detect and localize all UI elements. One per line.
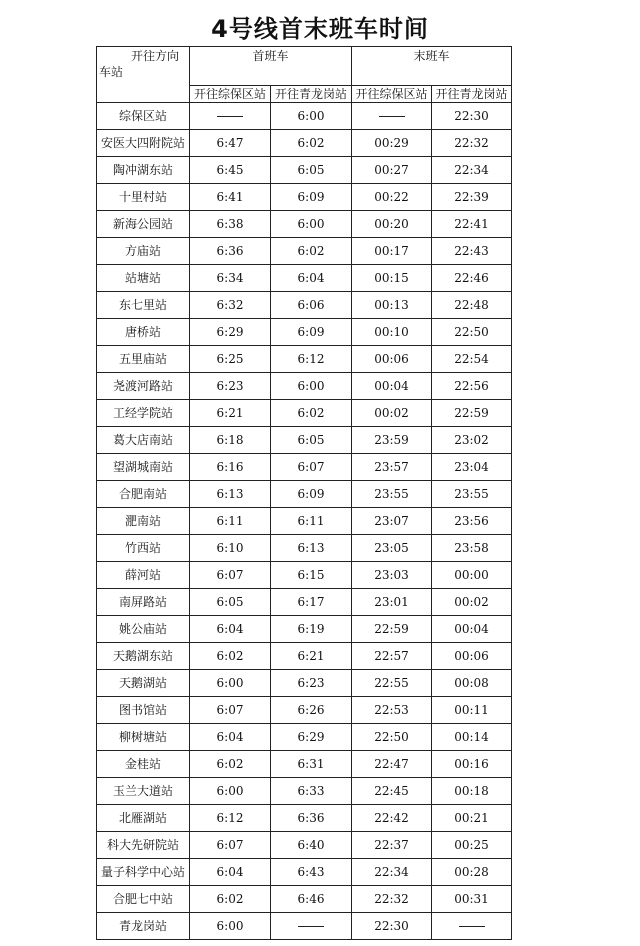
first-to-qinglong-cell: 6:40 <box>271 832 352 859</box>
last-to-qinglong-cell: 22:30 <box>432 103 512 130</box>
last-to-qinglong-cell: 22:39 <box>432 184 512 211</box>
first-train-header: 首班车 <box>190 47 352 86</box>
corner-header-cell <box>97 47 190 103</box>
last-to-qinglong-cell: 22:50 <box>432 319 512 346</box>
last-to-qinglong-cell: 23:55 <box>432 481 512 508</box>
first-to-qinglong-cell: 6:19 <box>271 616 352 643</box>
table-row <box>97 616 512 643</box>
last-to-zongbao-cell <box>352 103 432 130</box>
header-row <box>97 47 512 86</box>
first-to-zongbao-cell: 6:07 <box>190 697 271 724</box>
station-cell: 图书馆站 <box>97 697 190 724</box>
station-cell: 东七里站 <box>97 292 190 319</box>
last-to-qinglong-cell: 22:59 <box>432 400 512 427</box>
station-cell: 唐桥站 <box>97 319 190 346</box>
station-cell: 柳树塘站 <box>97 724 190 751</box>
first-to-qinglong-cell: 6:05 <box>271 427 352 454</box>
table-row <box>97 400 512 427</box>
last-to-qinglong-cell: 22:46 <box>432 265 512 292</box>
first-to-zongbao-cell: 6:21 <box>190 400 271 427</box>
last-to-zongbao-cell: 00:13 <box>352 292 432 319</box>
table-row <box>97 535 512 562</box>
corner-direction-label: 开往方向 <box>130 49 179 63</box>
table-row <box>97 805 512 832</box>
last-to-qinglong-cell: 00:16 <box>432 751 512 778</box>
first-to-zongbao-cell: 6:34 <box>190 265 271 292</box>
last-to-qinglong-cell: 00:21 <box>432 805 512 832</box>
first-to-qinglong-cell: 6:09 <box>271 184 352 211</box>
first-to-zongbao-cell: 6:36 <box>190 238 271 265</box>
last-to-zongbao-cell: 00:20 <box>352 211 432 238</box>
table-row <box>97 913 512 940</box>
first-to-zongbao-cell: 6:45 <box>190 157 271 184</box>
table-row <box>97 778 512 805</box>
table-row <box>97 697 512 724</box>
last-to-zongbao-cell: 23:07 <box>352 508 432 535</box>
first-to-qinglong-cell: 6:29 <box>271 724 352 751</box>
first-to-qinglong-cell: 6:21 <box>271 643 352 670</box>
table-row <box>97 292 512 319</box>
table-row <box>97 211 512 238</box>
station-cell: 站塘站 <box>97 265 190 292</box>
first-to-qinglong-cell: 6:46 <box>271 886 352 913</box>
first-to-qinglong-cell: 6:09 <box>271 481 352 508</box>
first-to-qinglong-cell <box>271 913 352 940</box>
first-to-qinglong-cell: 6:17 <box>271 589 352 616</box>
last-to-qinglong-cell: 23:04 <box>432 454 512 481</box>
last-to-qinglong-cell: 22:48 <box>432 292 512 319</box>
station-cell: 北雁湖站 <box>97 805 190 832</box>
station-cell: 天鹅湖东站 <box>97 643 190 670</box>
table-row <box>97 184 512 211</box>
first-to-qinglong-cell: 6:00 <box>271 103 352 130</box>
station-cell: 量子科学中心站 <box>97 859 190 886</box>
station-cell: 竹西站 <box>97 535 190 562</box>
table-row <box>97 481 512 508</box>
first-to-zongbao-cell: 6:02 <box>190 643 271 670</box>
first-to-zongbao-cell: 6:04 <box>190 616 271 643</box>
table-row <box>97 157 512 184</box>
station-cell: 淝南站 <box>97 508 190 535</box>
last-to-qinglong-cell: 22:34 <box>432 157 512 184</box>
first-to-qinglong-cell: 6:00 <box>271 373 352 400</box>
last-to-zongbao-cell: 22:32 <box>352 886 432 913</box>
first-to-qinglong-cell: 6:00 <box>271 211 352 238</box>
table-row <box>97 130 512 157</box>
last-to-qinglong-cell: 22:32 <box>432 130 512 157</box>
first-to-qinglong-cell: 6:15 <box>271 562 352 589</box>
first-to-qinglong-cell: 6:05 <box>271 157 352 184</box>
last-to-zongbao-cell: 22:37 <box>352 832 432 859</box>
station-cell: 玉兰大道站 <box>97 778 190 805</box>
first-to-zongbao-cell <box>190 103 271 130</box>
first-to-qinglong-cell: 6:13 <box>271 535 352 562</box>
first-to-zongbao-cell: 6:13 <box>190 481 271 508</box>
last-to-zongbao-cell: 22:57 <box>352 643 432 670</box>
station-cell: 安医大四附院站 <box>97 130 190 157</box>
last-to-zongbao-cell: 22:30 <box>352 913 432 940</box>
table-row <box>97 508 512 535</box>
last-to-qinglong-cell: 23:58 <box>432 535 512 562</box>
last-train-header: 末班车 <box>352 47 512 86</box>
station-cell: 青龙岗站 <box>97 913 190 940</box>
first-to-qinglong-cell: 6:04 <box>271 265 352 292</box>
last-to-qinglong-cell: 00:28 <box>432 859 512 886</box>
table-row <box>97 373 512 400</box>
first-to-qinglong-cell: 6:23 <box>271 670 352 697</box>
last-to-zongbao-cell: 22:47 <box>352 751 432 778</box>
last-to-qinglong-cell: 00:11 <box>432 697 512 724</box>
last-to-zongbao-cell: 23:57 <box>352 454 432 481</box>
last-to-qinglong-cell: 00:25 <box>432 832 512 859</box>
table-row <box>97 643 512 670</box>
last-to-qinglong-cell: 00:18 <box>432 778 512 805</box>
first-to-qinglong-cell: 6:06 <box>271 292 352 319</box>
last-to-qinglong-cell: 00:04 <box>432 616 512 643</box>
table-row <box>97 454 512 481</box>
last-to-zongbao-cell: 00:10 <box>352 319 432 346</box>
first-to-zongbao-cell: 6:16 <box>190 454 271 481</box>
first-to-qinglong-cell: 6:11 <box>271 508 352 535</box>
first-to-zongbao-cell: 6:18 <box>190 427 271 454</box>
table-row <box>97 427 512 454</box>
table-row <box>97 265 512 292</box>
table-row <box>97 832 512 859</box>
first-to-zongbao-cell: 6:32 <box>190 292 271 319</box>
first-to-qinglong-cell: 6:02 <box>271 238 352 265</box>
first-to-zongbao-cell: 6:00 <box>190 670 271 697</box>
last-to-qinglong-cell: 22:43 <box>432 238 512 265</box>
last-to-zongbao-cell: 23:05 <box>352 535 432 562</box>
first-to-zongbao-cell: 6:12 <box>190 805 271 832</box>
table-row <box>97 670 512 697</box>
first-to-qinglong-cell: 6:02 <box>271 130 352 157</box>
station-cell: 尧渡河路站 <box>97 373 190 400</box>
first-to-zongbao-cell: 6:04 <box>190 859 271 886</box>
first-to-qinglong-cell: 6:43 <box>271 859 352 886</box>
last-to-zongbao-cell: 22:34 <box>352 859 432 886</box>
page-title: 4号线首末班车时间 <box>211 15 429 43</box>
station-cell: 姚公庙站 <box>97 616 190 643</box>
last-to-zongbao-cell: 00:06 <box>352 346 432 373</box>
no-service-dash <box>217 116 243 117</box>
station-cell: 葛大店南站 <box>97 427 190 454</box>
table-row <box>97 238 512 265</box>
first-to-zongbao-cell: 6:29 <box>190 319 271 346</box>
first-to-qinglong-cell: 6:33 <box>271 778 352 805</box>
last-to-zongbao-cell: 22:50 <box>352 724 432 751</box>
station-cell: 综保区站 <box>97 103 190 130</box>
station-cell: 新海公园站 <box>97 211 190 238</box>
last-to-zongbao-cell: 22:45 <box>352 778 432 805</box>
table-row <box>97 103 512 130</box>
last-to-qinglong-cell: 22:56 <box>432 373 512 400</box>
first-to-zongbao-cell: 6:47 <box>190 130 271 157</box>
first-to-zongbao-cell: 6:25 <box>190 346 271 373</box>
timetable <box>96 46 512 940</box>
first-to-qinglong-cell: 6:07 <box>271 454 352 481</box>
last-to-qinglong-cell: 00:06 <box>432 643 512 670</box>
table-row <box>97 859 512 886</box>
station-cell: 五里庙站 <box>97 346 190 373</box>
station-cell: 望湖城南站 <box>97 454 190 481</box>
first-to-zongbao-cell: 6:02 <box>190 751 271 778</box>
last-to-qinglong-cell: 22:54 <box>432 346 512 373</box>
station-cell: 工经学院站 <box>97 400 190 427</box>
station-cell: 金桂站 <box>97 751 190 778</box>
last-to-qinglong-cell: 00:02 <box>432 589 512 616</box>
station-cell: 十里村站 <box>97 184 190 211</box>
first-to-zongbao-cell: 6:07 <box>190 562 271 589</box>
station-cell: 天鹅湖站 <box>97 670 190 697</box>
table-row <box>97 724 512 751</box>
first-to-zongbao-cell: 6:00 <box>190 913 271 940</box>
last-to-qinglong-cell: 00:14 <box>432 724 512 751</box>
table-row <box>97 751 512 778</box>
last-to-zongbao-cell: 00:02 <box>352 400 432 427</box>
last-to-zongbao-cell: 22:55 <box>352 670 432 697</box>
table-row <box>97 319 512 346</box>
last-to-qinglong-header: 开往青龙岗站 <box>432 86 512 103</box>
no-service-dash <box>379 116 405 117</box>
no-service-dash <box>298 926 324 927</box>
last-to-qinglong-cell: 23:02 <box>432 427 512 454</box>
first-to-zongbao-cell: 6:23 <box>190 373 271 400</box>
first-to-zongbao-cell: 6:07 <box>190 832 271 859</box>
first-to-qinglong-cell: 6:36 <box>271 805 352 832</box>
last-to-qinglong-cell: 23:56 <box>432 508 512 535</box>
table-row <box>97 589 512 616</box>
first-to-qinglong-cell: 6:12 <box>271 346 352 373</box>
no-service-dash <box>459 926 485 927</box>
first-to-qinglong-header: 开往青龙岗站 <box>271 86 352 103</box>
station-cell: 薛河站 <box>97 562 190 589</box>
first-to-zongbao-cell: 6:04 <box>190 724 271 751</box>
first-to-zongbao-cell: 6:02 <box>190 886 271 913</box>
last-to-zongbao-cell: 23:03 <box>352 562 432 589</box>
station-cell: 科大先研院站 <box>97 832 190 859</box>
first-to-zongbao-cell: 6:11 <box>190 508 271 535</box>
first-to-zongbao-cell: 6:05 <box>190 589 271 616</box>
table-row <box>97 562 512 589</box>
last-to-zongbao-cell: 22:59 <box>352 616 432 643</box>
last-to-qinglong-cell: 22:41 <box>432 211 512 238</box>
station-cell: 方庙站 <box>97 238 190 265</box>
corner-station-label: 车站 <box>99 65 124 79</box>
last-to-zongbao-header: 开往综保区站 <box>352 86 432 103</box>
first-to-zongbao-cell: 6:41 <box>190 184 271 211</box>
station-cell: 陶冲湖东站 <box>97 157 190 184</box>
last-to-zongbao-cell: 00:04 <box>352 373 432 400</box>
last-to-zongbao-cell: 22:42 <box>352 805 432 832</box>
last-to-qinglong-cell: 00:31 <box>432 886 512 913</box>
last-to-zongbao-cell: 23:59 <box>352 427 432 454</box>
first-to-zongbao-header: 开往综保区站 <box>190 86 271 103</box>
first-to-qinglong-cell: 6:31 <box>271 751 352 778</box>
first-to-zongbao-cell: 6:10 <box>190 535 271 562</box>
last-to-qinglong-cell: 00:00 <box>432 562 512 589</box>
last-to-zongbao-cell: 23:01 <box>352 589 432 616</box>
first-to-qinglong-cell: 6:26 <box>271 697 352 724</box>
first-to-zongbao-cell: 6:38 <box>190 211 271 238</box>
table-row <box>97 886 512 913</box>
station-cell: 南屏路站 <box>97 589 190 616</box>
last-to-zongbao-cell: 00:27 <box>352 157 432 184</box>
last-to-qinglong-cell <box>432 913 512 940</box>
last-to-zongbao-cell: 22:53 <box>352 697 432 724</box>
first-to-qinglong-cell: 6:09 <box>271 319 352 346</box>
first-to-zongbao-cell: 6:00 <box>190 778 271 805</box>
first-to-qinglong-cell: 6:02 <box>271 400 352 427</box>
last-to-zongbao-cell: 00:17 <box>352 238 432 265</box>
last-to-zongbao-cell: 00:29 <box>352 130 432 157</box>
station-cell: 合肥七中站 <box>97 886 190 913</box>
last-to-zongbao-cell: 00:22 <box>352 184 432 211</box>
last-to-zongbao-cell: 00:15 <box>352 265 432 292</box>
last-to-qinglong-cell: 00:08 <box>432 670 512 697</box>
station-cell: 合肥南站 <box>97 481 190 508</box>
last-to-zongbao-cell: 23:55 <box>352 481 432 508</box>
table-row <box>97 346 512 373</box>
